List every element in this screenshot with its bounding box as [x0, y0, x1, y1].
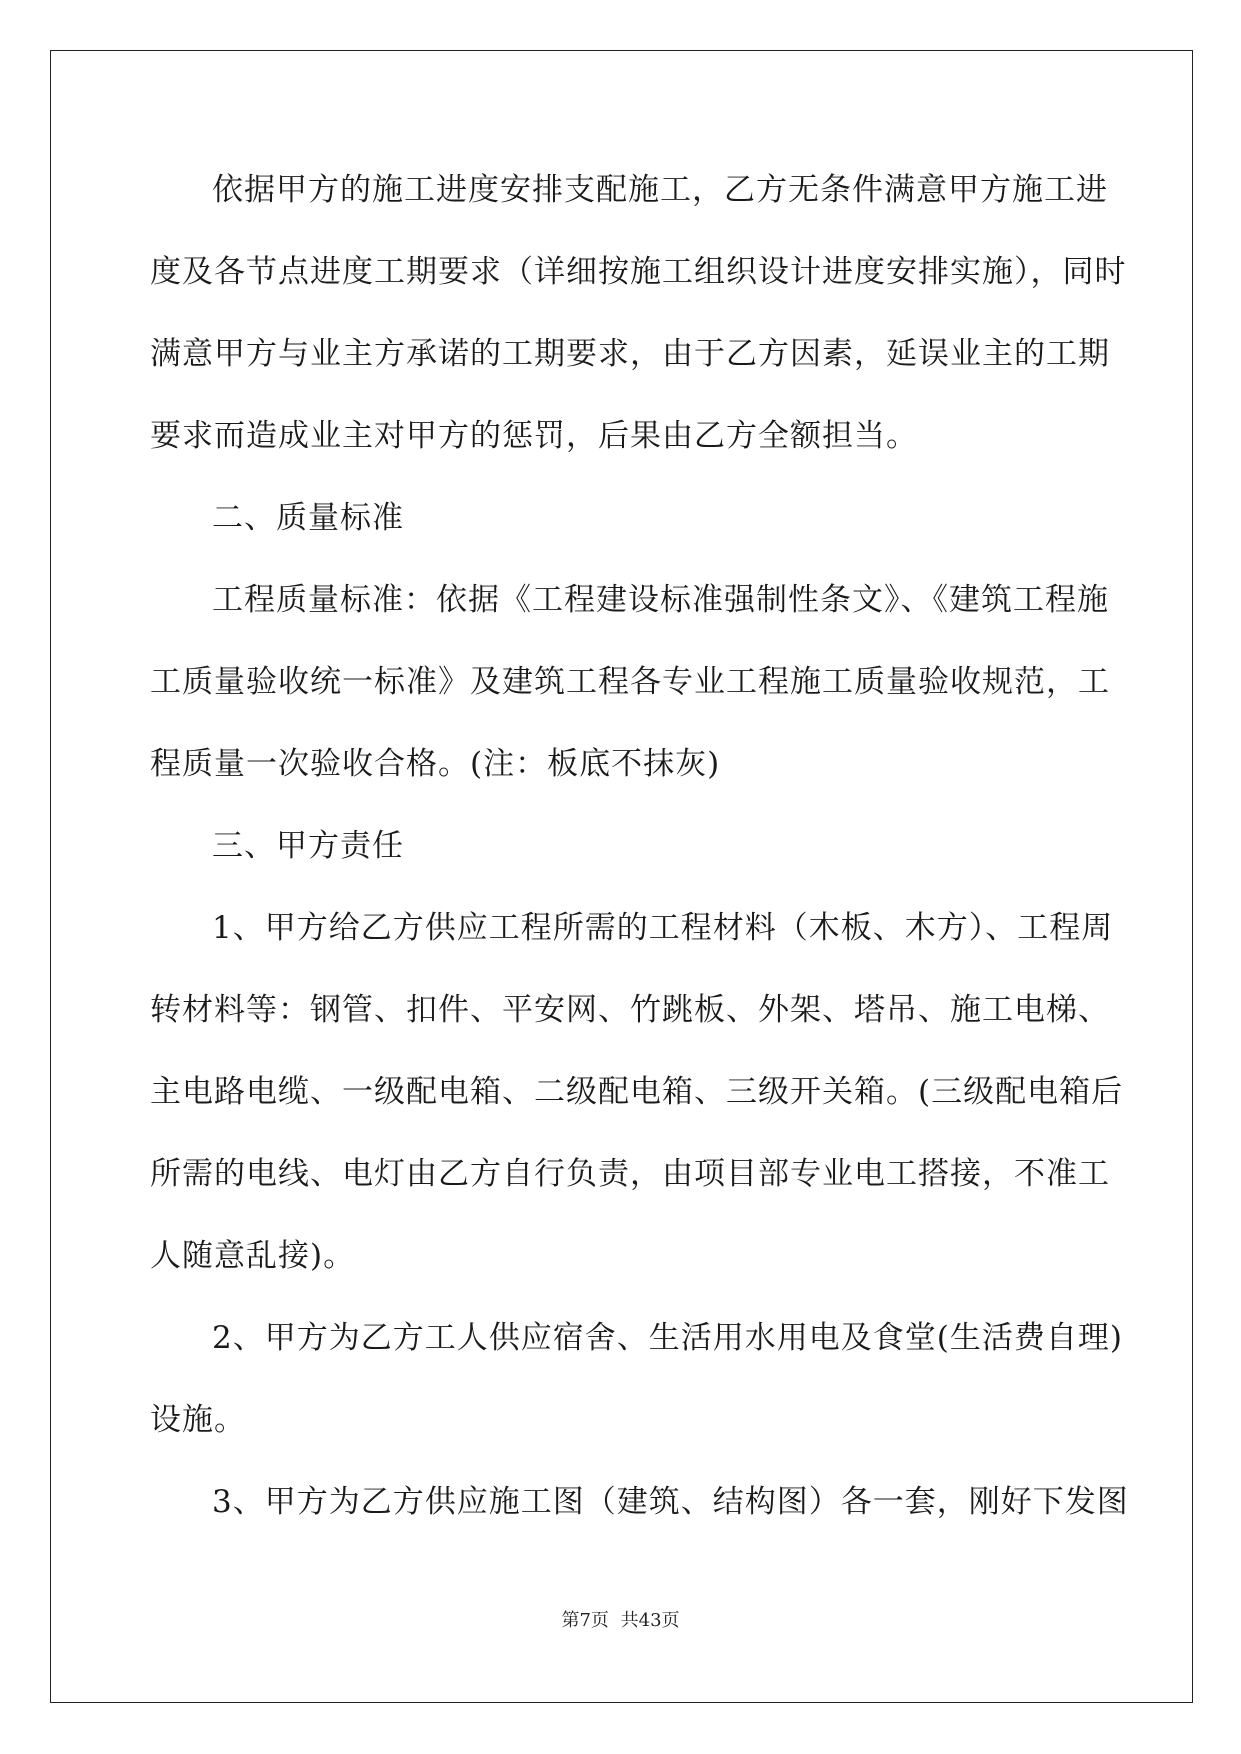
- section-heading-party-a: 三、甲方责任: [212, 828, 404, 864]
- paragraph-item1-line-3: 主电路电缆、一级配电箱、二级配电箱、三级开关箱。(三级配电箱后: [150, 1074, 1124, 1110]
- paragraph-quality-line-3: 程质量一次验收合格。(注：板底不抹灰): [150, 746, 721, 782]
- paragraph-schedule-line-3: 满意甲方与业主方承诺的工期要求，由于乙方因素，延误业主的工期: [150, 336, 1110, 372]
- paragraph-item1-line-1: 1、甲方给乙方供应工程所需的工程材料（木板、木方）、工程周: [212, 910, 1114, 946]
- paragraph-item2-line-2: 设施。: [150, 1402, 246, 1438]
- page-number: 第7页: [561, 1610, 609, 1631]
- paragraph-item3-line-1: 3、甲方为乙方供应施工图（建筑、结构图）各一套，刚好下发图: [212, 1484, 1129, 1520]
- paragraph-item1-line-4: 所需的电线、电灯由乙方自行负责，由项目部专业电工搭接，不准工: [150, 1156, 1110, 1192]
- page-border: [50, 50, 1193, 1703]
- paragraph-item1-line-5: 人随意乱接)。: [150, 1238, 356, 1274]
- paragraph-schedule-line-1: 依据甲方的施工进度安排支配施工，乙方无条件满意甲方施工进: [212, 172, 1108, 208]
- paragraph-item2-line-1: 2、甲方为乙方工人供应宿舍、生活用水用电及食堂(生活费自理): [212, 1320, 1123, 1356]
- page-total: 共43页: [620, 1610, 680, 1631]
- paragraph-quality-line-1: 工程质量标准：依据《工程建设标准强制性条文》、《建筑工程施: [212, 582, 1109, 618]
- paragraph-item1-line-2: 转材料等：钢管、扣件、平安网、竹跳板、外架、塔吊、施工电梯、: [150, 992, 1110, 1028]
- section-heading-quality: 二、质量标准: [212, 500, 404, 536]
- paragraph-schedule-line-2: 度及各节点进度工期要求（详细按施工组织设计进度安排实施），同时: [150, 254, 1127, 290]
- paragraph-quality-line-2: 工质量验收统一标准》及建筑工程各专业工程施工质量验收规范，工: [150, 664, 1110, 700]
- page-footer: [0, 1609, 1241, 1633]
- paragraph-schedule-line-4: 要求而造成业主对甲方的惩罚，后果由乙方全额担当。: [150, 418, 918, 454]
